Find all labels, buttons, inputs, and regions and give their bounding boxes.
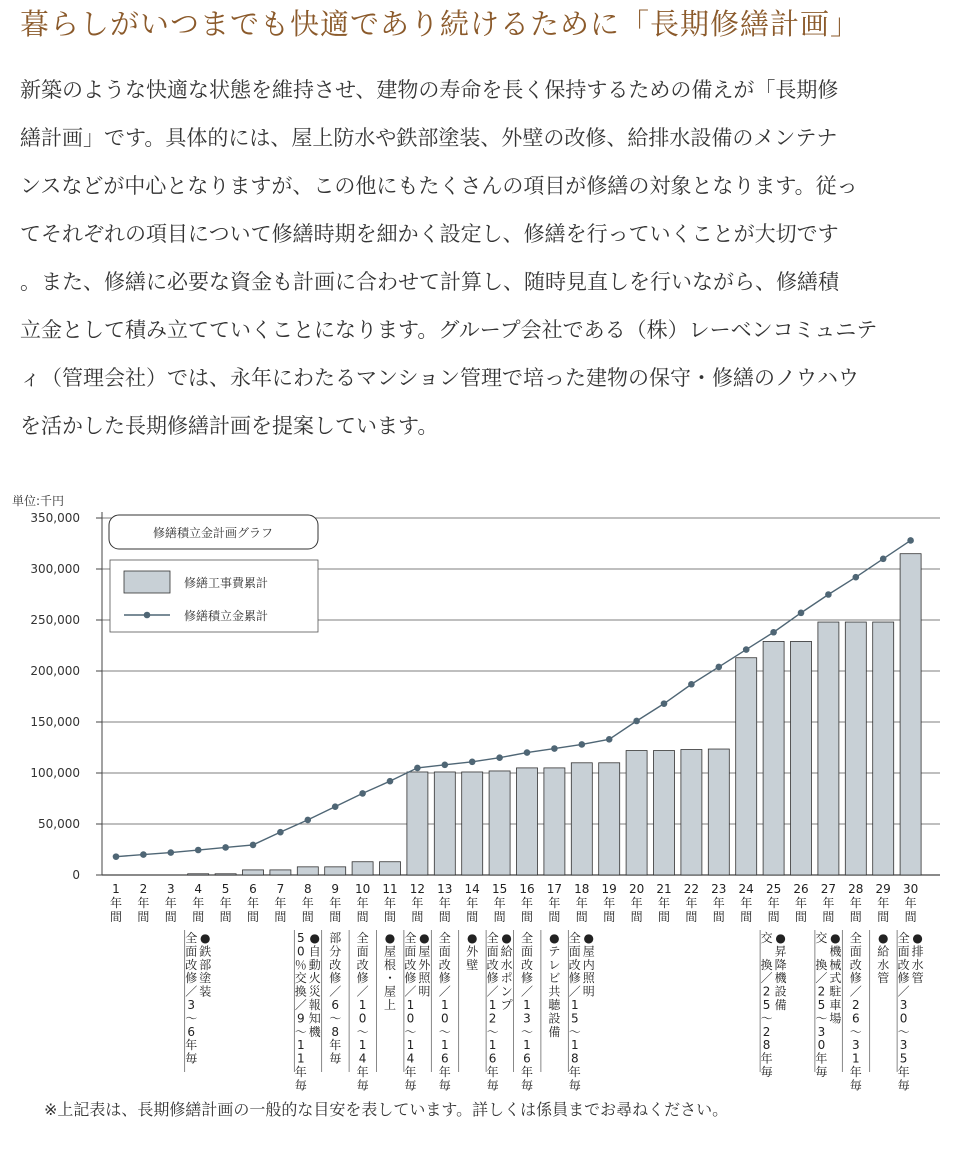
x-tick-label-suffix: 間 (767, 910, 780, 924)
annotation: ●屋根・屋上 (383, 931, 397, 1012)
bar (626, 751, 647, 875)
x-tick-label-suffix: 間 (383, 910, 397, 924)
line-point (716, 664, 723, 671)
x-tick-label-suffix: 年 (329, 896, 342, 910)
y-tick-label: 0 (72, 868, 80, 882)
x-tick-label-suffix: 間 (246, 910, 260, 924)
bar (681, 750, 702, 875)
x-tick-label: 29 (875, 882, 891, 896)
annotation: 全面改修／ 3 0 ～ 3 5 年毎 (897, 931, 910, 1093)
x-tick-label-suffix: 間 (877, 910, 890, 924)
x-tick-label-suffix: 年 (603, 896, 616, 910)
x-tick-label-suffix: 間 (685, 910, 698, 924)
bar (708, 749, 729, 875)
x-tick-label-suffix: 年 (356, 896, 369, 910)
x-tick-label-suffix: 間 (192, 910, 205, 924)
line-point (414, 765, 421, 772)
line-point (496, 754, 503, 761)
description-line: 。また、修繕に必要な資金も計画に合わせて計算し、随時見直しを行いながら、修繕積 (20, 270, 839, 294)
bar (325, 867, 346, 875)
x-tick-label: 13 (437, 882, 453, 896)
x-tick-label: 20 (628, 882, 645, 896)
x-tick-label-suffix: 間 (164, 910, 177, 924)
line-point (825, 591, 832, 598)
annotation: ●昇降機設備 (774, 931, 787, 1012)
x-tick-label: 9 (331, 882, 340, 896)
bar (380, 862, 401, 875)
annotation: ●給水管 (877, 931, 890, 986)
x-tick-label-suffix: 間 (548, 910, 561, 924)
x-tick-label-suffix: 間 (740, 910, 753, 924)
x-tick-label-suffix: 年 (219, 896, 232, 910)
line-point (798, 610, 805, 617)
y-tick-label: 350,000 (30, 511, 80, 525)
x-tick-label-suffix: 年 (767, 896, 780, 910)
x-tick-label-suffix: 間 (356, 910, 369, 924)
x-tick-label-suffix: 間 (466, 910, 479, 924)
x-tick-label-suffix: 年 (740, 896, 753, 910)
y-tick-label: 250,000 (30, 613, 80, 627)
bar (297, 867, 318, 875)
x-tick-label-suffix: 年 (466, 896, 479, 910)
x-tick-label-suffix: 間 (822, 910, 835, 924)
x-tick-label-suffix: 年 (383, 896, 397, 910)
x-tick-label: 26 (793, 882, 809, 896)
annotation: ●排水管 (911, 931, 924, 986)
legend-line-point (144, 612, 151, 619)
x-tick-label: 14 (464, 882, 480, 896)
x-tick-label-suffix: 間 (493, 910, 506, 924)
line-point (442, 762, 449, 769)
line-point (277, 829, 284, 836)
x-tick-label-suffix: 年 (794, 896, 808, 910)
annotation: ●自動火災報知機 (308, 931, 321, 1039)
x-tick-label-suffix: 年 (548, 896, 561, 910)
annotation: ●鉄部塗装 (199, 931, 212, 999)
line-point (222, 844, 229, 851)
line-point (770, 629, 777, 636)
line-point (469, 758, 476, 765)
bar (654, 751, 675, 875)
bar (900, 554, 921, 875)
x-tick-label-suffix: 間 (849, 910, 862, 924)
x-tick-label-suffix: 間 (274, 910, 287, 924)
x-tick-label: 22 (683, 882, 700, 896)
x-tick-label: 27 (820, 882, 837, 896)
bar (544, 768, 565, 875)
line-point (359, 790, 366, 797)
x-tick-label-suffix: 年 (137, 896, 150, 910)
line-point (140, 851, 147, 858)
annotation: ●機械式駐車場 (829, 931, 842, 1026)
bar (243, 870, 264, 875)
x-tick-label-suffix: 年 (411, 896, 424, 910)
y-tick-label: 100,000 (30, 766, 80, 780)
x-tick-label-suffix: 年 (438, 896, 451, 910)
bar (352, 862, 373, 875)
x-tick-label: 30 (902, 882, 919, 896)
annotation: 全面改修／ 1 2 ～ 1 6 年毎 (486, 931, 499, 1093)
line-point (551, 745, 558, 752)
x-tick-label: 21 (656, 882, 672, 896)
annotation: ●テレビ共聴設備 (548, 931, 561, 1039)
line-point (743, 646, 750, 653)
x-tick-label: 23 (711, 882, 727, 896)
chart-title: 修繕積立金計画グラフ (152, 526, 274, 540)
y-tick-label: 150,000 (30, 715, 80, 729)
x-tick-label: 11 (382, 882, 398, 896)
annotation: ●屋内照明 (582, 931, 595, 999)
y-tick-label: 300,000 (30, 562, 80, 576)
unit-label: 単位:千円 (12, 494, 65, 508)
x-tick-label: 2 (139, 882, 148, 896)
bar (873, 622, 894, 875)
x-tick-label-suffix: 間 (657, 910, 671, 924)
x-tick-label: 15 (491, 882, 508, 896)
annotation: 全面改修／ 1 0 ～ 1 4 年毎 (404, 931, 417, 1093)
line-point (168, 849, 175, 856)
x-tick-label: 3 (166, 882, 175, 896)
annotation: 全面改修／ 1 3 ～ 1 6 年毎 (520, 931, 534, 1093)
x-tick-label-suffix: 間 (630, 910, 643, 924)
x-tick-label-suffix: 間 (603, 910, 616, 924)
x-tick-label-suffix: 間 (904, 910, 917, 924)
x-tick-label-suffix: 年 (685, 896, 698, 910)
line-point (579, 741, 586, 748)
annotation: 交 換／ 2 5 ～ 2 8 年毎 (760, 931, 773, 1079)
line-point (387, 778, 394, 785)
x-tick-label: 6 (249, 882, 257, 896)
line-point (633, 718, 640, 725)
x-tick-label-suffix: 間 (329, 910, 342, 924)
annotation: 全面改修／ 1 0 ～ 1 4 年毎 (356, 931, 369, 1093)
bar (517, 768, 538, 875)
x-tick-label-suffix: 間 (137, 910, 150, 924)
line-point (524, 749, 531, 756)
annotation: ●外壁 (466, 931, 479, 972)
y-tick-label: 50,000 (38, 817, 80, 831)
x-tick-label-suffix: 年 (657, 896, 671, 910)
x-tick-label-suffix: 年 (493, 896, 506, 910)
annotation: 5 0 ％交換／ 9 ～ 1 1 年毎 (294, 931, 307, 1093)
page-title: 暮らしがいつまでも快適であり続けるために「長期修繕計画」 (20, 7, 861, 41)
annotation: ●給水ポンプ (500, 931, 513, 1012)
legend-label: 修繕工事費累計 (184, 576, 269, 590)
bar (270, 870, 291, 875)
line-point (907, 537, 914, 544)
x-tick-label-suffix: 間 (712, 910, 725, 924)
footnote: ※上記表は、長期修繕計画の一般的な目安を表しています。詳しくは係員までお尋ねください。 (44, 1100, 729, 1119)
description-line: てそれぞれの項目について修繕時期を細かく設定し、修繕を行っていくことが大切です (20, 222, 839, 246)
bar (571, 763, 592, 875)
x-tick-label-suffix: 年 (274, 896, 287, 910)
line-point (332, 803, 339, 810)
x-tick-label: 8 (303, 882, 312, 896)
annotation: 全面改修／ 1 0 ～ 1 6 年毎 (438, 931, 451, 1093)
x-tick-label: 4 (194, 882, 203, 896)
x-tick-label-suffix: 間 (438, 910, 451, 924)
line-point (195, 847, 202, 854)
bar (599, 763, 620, 875)
x-tick-label-suffix: 年 (877, 896, 890, 910)
x-tick-label: 1 (112, 882, 120, 896)
description-line: 繕計画」です。具体的には、屋上防水や鉄部塗装、外壁の改修、給排水設備のメンテナ (20, 126, 838, 150)
x-tick-label-suffix: 年 (301, 896, 314, 910)
legend-label: 修繕積立金累計 (184, 609, 269, 623)
x-tick-label-suffix: 間 (301, 910, 314, 924)
description-line: 新築のような快適な状態を維持させ、建物の寿命を長く保持するための備えが「長期修 (20, 78, 839, 102)
annotation: 部分改修／ 6 ～ 8 年毎 (329, 931, 342, 1066)
bar (489, 771, 510, 875)
line-point (853, 574, 860, 581)
x-tick-label-suffix: 年 (630, 896, 643, 910)
description-line: を活かした長期修繕計画を提案しています。 (20, 414, 439, 438)
bar (407, 772, 428, 875)
description-line: ンスなどが中心となりますが、この他にもたくさんの項目が修繕の対象となります。従っ (20, 174, 858, 198)
x-tick-label: 28 (848, 882, 864, 896)
annotation: 全面改修／ 3 ～ 6 年毎 (185, 931, 198, 1066)
x-tick-label-suffix: 年 (192, 896, 205, 910)
x-tick-label: 24 (738, 882, 754, 896)
bar (845, 622, 866, 875)
bar (818, 622, 839, 875)
x-tick-label: 5 (221, 882, 230, 896)
annotation: 全面改修／ 2 6 ～ 3 1 年毎 (849, 931, 862, 1093)
x-tick-label-suffix: 間 (219, 910, 232, 924)
x-tick-label: 16 (519, 882, 535, 896)
bar (763, 641, 784, 875)
x-tick-label-suffix: 年 (904, 896, 917, 910)
x-tick-label: 25 (765, 882, 782, 896)
x-tick-label-suffix: 年 (849, 896, 862, 910)
x-tick-label-suffix: 間 (575, 910, 588, 924)
x-tick-label-suffix: 間 (794, 910, 808, 924)
x-tick-label-suffix: 年 (246, 896, 260, 910)
x-tick-label: 19 (601, 882, 617, 896)
x-tick-label: 18 (574, 882, 590, 896)
line-point (305, 817, 312, 824)
bar (791, 641, 812, 875)
x-tick-label-suffix: 間 (109, 910, 123, 924)
bar (736, 658, 757, 875)
description-line: 立金として積み立てていくことになります。グループ会社である（株）レーベンコミュニテ (20, 318, 878, 342)
x-tick-label-suffix: 年 (822, 896, 835, 910)
x-tick-label-suffix: 年 (164, 896, 177, 910)
annotation: 全面改修／ 1 5 ～ 1 8 年毎 (568, 931, 581, 1093)
legend-bar-swatch (124, 571, 170, 593)
x-tick-label-suffix: 間 (411, 910, 424, 924)
x-tick-label-suffix: 年 (712, 896, 725, 910)
x-tick-label-suffix: 年 (575, 896, 588, 910)
line-point (606, 736, 613, 743)
y-tick-label: 200,000 (30, 664, 80, 678)
x-tick-label: 7 (276, 882, 285, 896)
annotation: 交 換／ 2 5 ～ 3 0 年毎 (815, 931, 828, 1079)
x-tick-label-suffix: 間 (520, 910, 534, 924)
x-tick-label: 10 (354, 882, 371, 896)
bar (462, 772, 483, 875)
x-tick-label-suffix: 年 (109, 896, 123, 910)
x-tick-label-suffix: 年 (520, 896, 534, 910)
bar (188, 874, 209, 875)
line-point (880, 556, 887, 563)
line-point (688, 681, 695, 688)
bar (215, 874, 236, 875)
description-line: ィ（管理会社）では、永年にわたるマンション管理で培った建物の保守・修繕のノウハウ (20, 366, 860, 390)
x-tick-label: 17 (546, 882, 563, 896)
annotation: ●屋外照明 (418, 931, 431, 999)
line-point (113, 853, 120, 860)
x-tick-label: 12 (409, 882, 426, 896)
bar (434, 772, 455, 875)
line-point (250, 842, 257, 849)
line-point (661, 700, 668, 707)
